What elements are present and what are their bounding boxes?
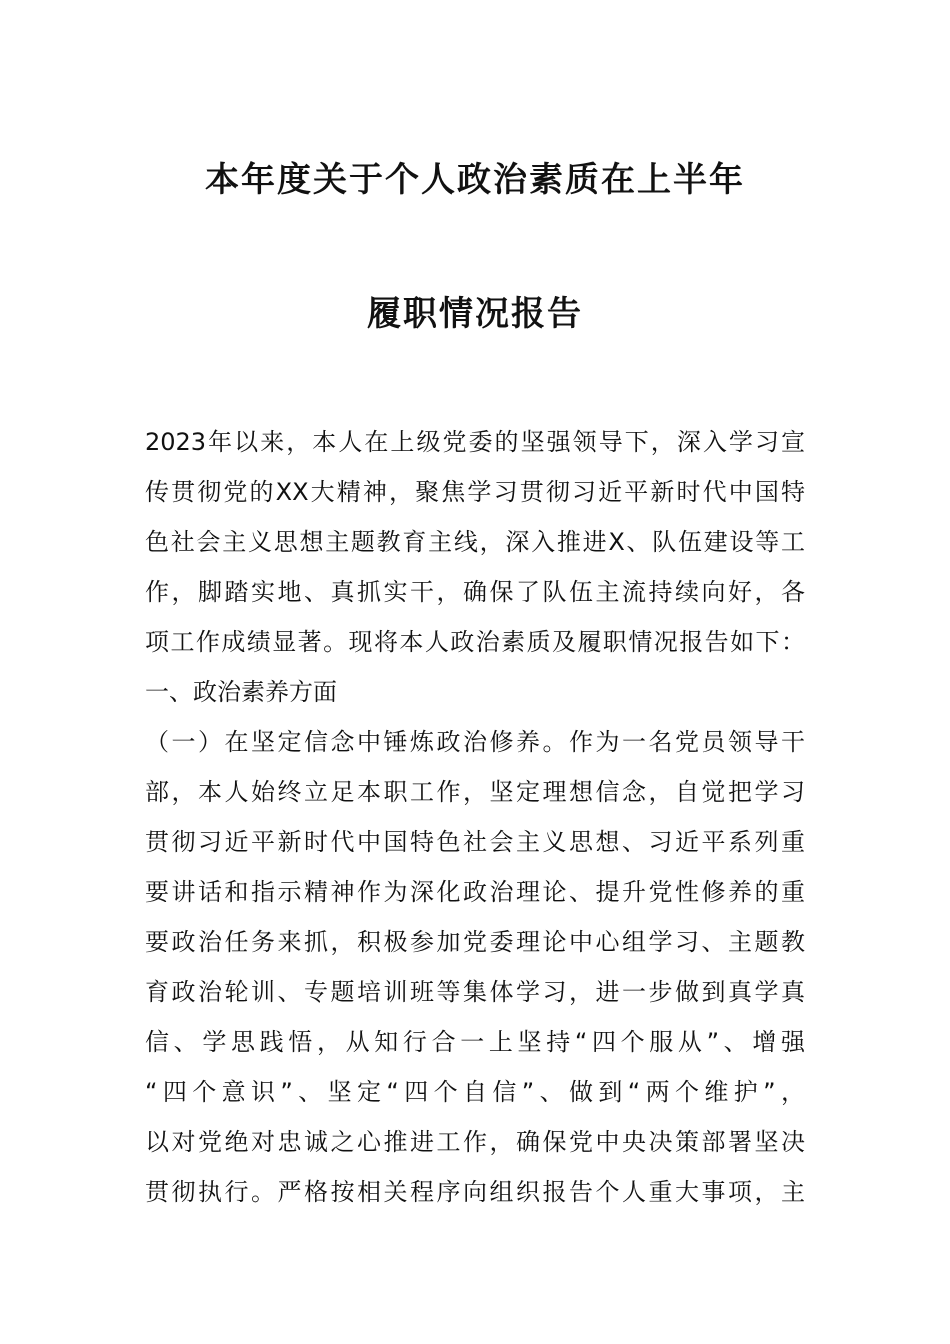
body-text-line: 部，本人始终立足本职工作，坚定理想信念，自觉把学习 xyxy=(145,778,805,806)
document-title-line-2: 履职情况报告 xyxy=(367,294,583,334)
body-text-line: 信、学思践悟，从知行合一上坚持“四个服从”、增强 xyxy=(145,1028,805,1056)
body-text-line: （一）在坚定信念中锤炼政治修养。作为一名党员领导干 xyxy=(145,728,805,756)
body-text-line: 项工作成绩显著。现将本人政治素质及履职情况报告如下： xyxy=(145,628,805,656)
body-text-line: 以对党绝对忠诚之心推进工作，确保党中央决策部署坚决 xyxy=(145,1128,805,1156)
body-text-line: 作，脚踏实地、真抓实干，确保了队伍主流持续向好，各 xyxy=(145,578,805,606)
body-text-line: “四个意识”、坚定“四个自信”、做到“两个维护”， xyxy=(145,1078,805,1106)
body-text-line: 育政治轮训、专题培训班等集体学习，进一步做到真学真 xyxy=(145,978,805,1006)
section-heading: 一、政治素养方面 xyxy=(145,678,337,706)
body-text-line: 要政治任务来抓，积极参加党委理论中心组学习、主题教 xyxy=(145,928,805,956)
body-text-line: 色社会主义思想主题教育主线，深入推进X、队伍建设等工 xyxy=(145,528,805,556)
document-title-line-1: 本年度关于个人政治素质在上半年 xyxy=(205,160,745,200)
body-text-line: 2023年以来，本人在上级党委的坚强领导下，深入学习宣 xyxy=(145,428,805,456)
body-text-line: 要讲话和指示精神作为深化政治理论、提升党性修养的重 xyxy=(145,878,805,906)
body-text-line: 贯彻执行。严格按相关程序向组织报告个人重大事项，主 xyxy=(145,1178,805,1206)
body-text-line: 传贯彻党的XX大精神，聚焦学习贯彻习近平新时代中国特 xyxy=(145,478,805,506)
body-text-line: 贯彻习近平新时代中国特色社会主义思想、习近平系列重 xyxy=(145,828,805,856)
